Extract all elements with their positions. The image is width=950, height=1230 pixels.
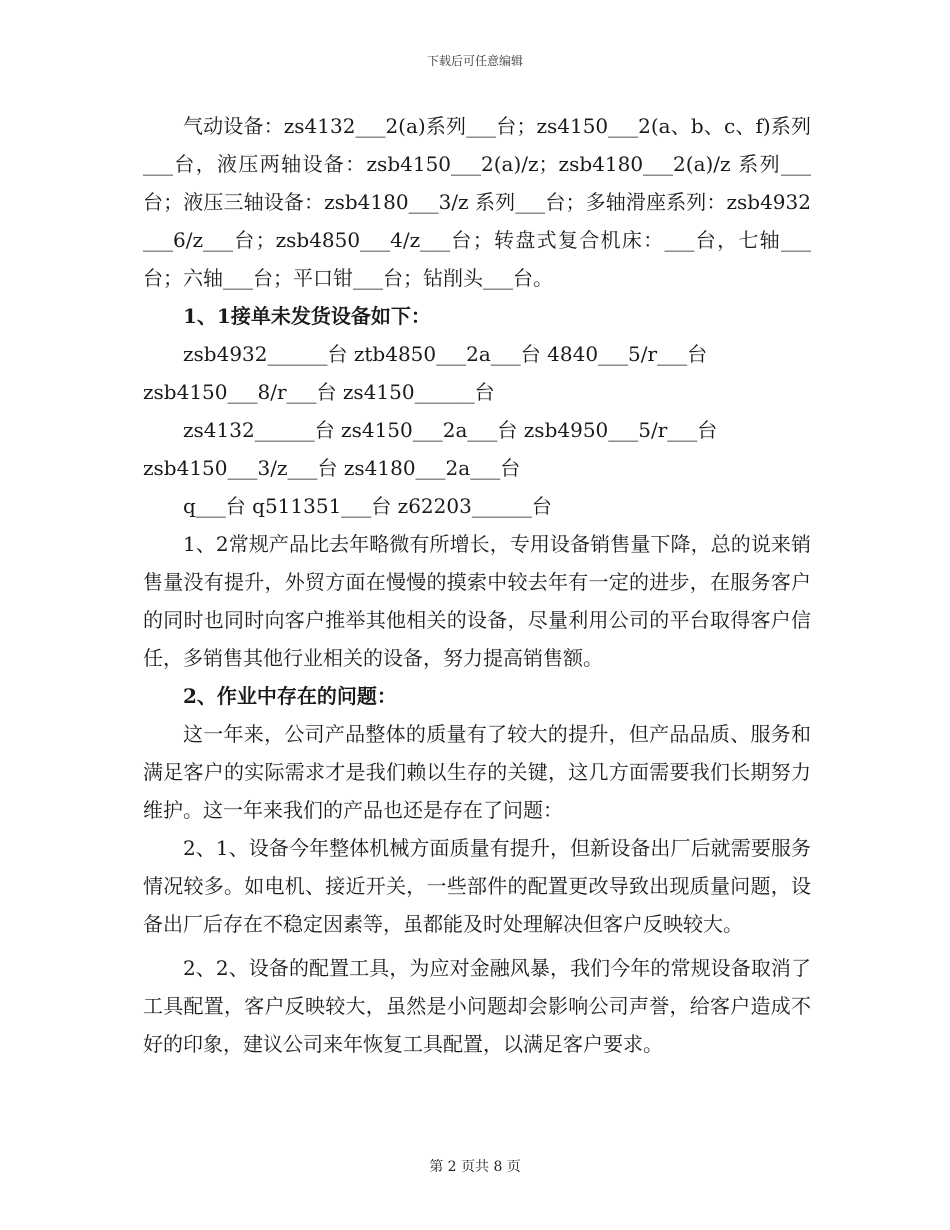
paragraph-problem-2-1: 2、1、设备今年整体机械方面质量有提升，但新设备出厂后就需要服务情况较多。如电机、接近开关，一些部件的配置更改导致出现质量问题，设备出厂后存在不稳定因素等，虽都能及时处理解决但客户反映较大。 xyxy=(143,836,811,936)
page-header: 下载后可任意编辑 xyxy=(426,54,523,68)
order-line-1: zsb4932______台 ztb4850___2a___台 4840___5/r___台 xyxy=(183,342,708,366)
paragraph-sales-summary: 1、2常规产品比去年略微有所增长，专用设备销售量下降，总的说来销售量没有提升，外贸方面在慢慢的摸索中较去年有一定的进步，在服务客户的同时也同时向客户推举其他相关的设备，尽量利用公司的平台取得客户信任，多销售其他行业相关的设备，努力提高销售额。 xyxy=(143,532,811,670)
order-line-5: q___台 q511351___台 z62203______台 xyxy=(183,494,552,518)
page-footer: 第 2 页共 8 页 xyxy=(429,1159,521,1175)
order-line-3: zs4132______台 zs4150___2a___台 zsb4950___5/r___台 xyxy=(183,418,718,442)
section-heading-2: 2、作业中存在的问题： xyxy=(183,684,397,708)
section-heading-1-1: 1、1接单未发货设备如下： xyxy=(183,304,431,328)
order-line-2: zsb4150___8/r___台 zs4150______台 xyxy=(143,380,495,404)
paragraph-problems-intro: 这一年来，公司产品整体的质量有了较大的提升，但产品品质、服务和满足客户的实际需求才是我们赖以生存的关键，这几方面需要我们长期努力维护。这一年来我们的产品也还是存在了问题： xyxy=(143,722,811,822)
order-line-4: zsb4150___3/z___台 zs4180___2a___台 xyxy=(143,456,521,480)
document-body xyxy=(143,107,811,1063)
paragraph-problem-2-2: 2、2、设备的配置工具，为应对金融风暴，我们今年的常规设备取消了工具配置，客户反映较大，虽然是小问题却会影响公司声誉，给客户造成不好的印象，建议公司来年恢复工具配置，以满足客户要求。 xyxy=(143,956,811,1056)
paragraph-equipment-list: 气动设备：zs4132___2(a)系列___台；zs4150___2(a、b、c、f)系列___台，液压两轴设备：zsb4150___2(a)/z；zsb4180___2(a)/z 系列___台；液压三轴设备：zsb4180___3/z 系列___台；多轴滑座系列：zsb4932___6/z___台；zsb4850___4/z___台；转盘式复合机床：___台，七轴___台；六轴___台；平口钳___台；钻削头___台。 xyxy=(143,114,811,290)
